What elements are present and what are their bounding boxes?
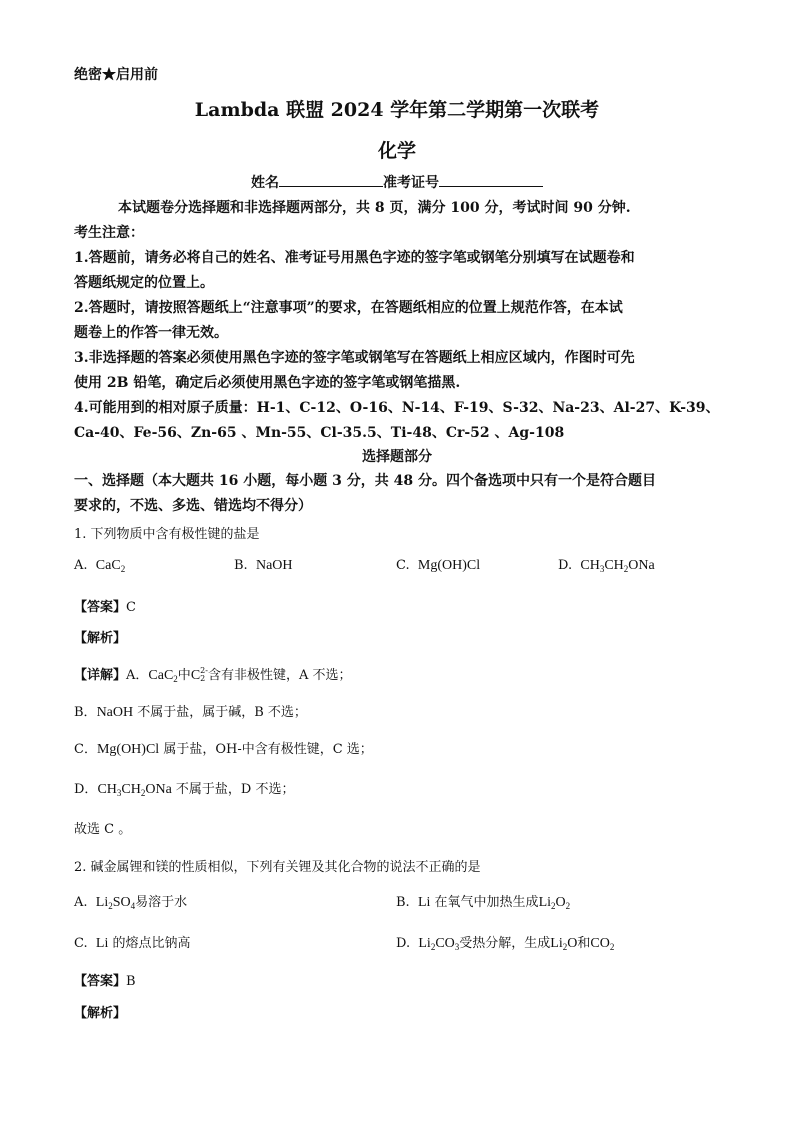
name-label: 姓名 [251,175,279,191]
name-id-row [0,172,794,192]
notice-line: 答题纸规定的位置上。 [74,275,214,291]
notice-heading: 考生注意： [74,225,144,241]
notice-line: 4.可能用到的相对原子质量：H-1、C-12、O-16、N-14、F-19、S-32、Na-23、Al-27、K-39、 [74,400,720,416]
section-title: 选择题部分 [362,449,432,465]
subject-title: 化学 [377,140,416,162]
notice-line: 题卷上的作答一律无效。 [74,325,228,341]
q2-answer: 【答案】B [74,974,136,989]
q1-detail-d: D．$CH_3CH_2ONa$ 不属于盐，D 不选； [74,782,295,798]
notice-line: 3.非选择题的答案必须使用黑色字迹的签字笔或钢笔写在答题纸上相应区域内，作图时可先 [74,350,635,366]
q2-option-a: A. $Li_2SO_4$易溶于水 [74,895,188,911]
id-blank [439,173,543,187]
q1-detail-c: C．Mg(OH)Cl 属于盐，OH-中含有极性键，C 选； [74,742,373,757]
notice-line: Ca-40、Fe-56、Zn-65 、Mn-55、Cl-35.5、Ti-48、Cr-52 、Ag-108 [74,425,565,441]
notice-line: 1.答题前，请务必将自己的姓名、准考证号用黑色字迹的签字笔或钢笔分别填写在试题卷和 [74,250,635,266]
name-blank [279,173,383,187]
intro-text: 本试题卷分选择题和非选择题两部分，共 8 页，满分 100 分，考试时间 90 分钟. [118,200,631,216]
q1-answer: 【答案】C [74,600,136,615]
exam-title: Lambda 联盟 2024 学年第二学期第一次联考 [194,99,600,121]
q1-stem: 1. 下列物质中含有极性键的盐是 [74,527,260,542]
q1-option-d: D. $CH_3CH_2ONa$ [558,558,655,574]
q1-option-a: A. CaC$_2$ [74,558,126,574]
q1-option-b: B. NaOH [234,558,293,573]
q2-stem: 2. 碱金属锂和镁的性质相似，下列有关锂及其化合物的说法不正确的是 [74,860,481,875]
confidential-mark: 绝密★启用前 [74,67,158,83]
q2-option-d: D. $Li_2CO_3$受热分解，生成$Li_2O$和$CO_2$ [396,936,615,952]
part1-instructions: 一、选择题（本大题共 16 小题，每小题 3 分，共 48 分。四个备选项中只有一个是符合题目 [74,473,656,489]
q1-detail-a: 【详解】A．CaC$_2$中C 2- 2 含有非极性键，A 不选； [74,666,352,684]
part1-instructions: 要求的，不选、多选、错选均不得分） [74,498,312,514]
q1-option-c: C. Mg(OH)Cl [396,558,481,573]
notice-line: 使用 2B 铅笔，确定后必须使用黑色字迹的签字笔或钢笔描黑. [74,375,461,391]
q2-analysis-tag: 【解析】 [74,1006,127,1021]
q2-option-b: B. Li 在氧气中加热生成$Li_2O_2$ [396,895,571,911]
q1-conclusion: 故选 C 。 [74,822,132,837]
q1-analysis-tag: 【解析】 [74,631,127,646]
notice-line: 2.答题时，请按照答题纸上“注意事项”的要求，在答题纸相应的位置上规范作答，在本试 [74,300,623,316]
id-label: 准考证号 [383,175,439,191]
q1-detail-b: B．NaOH 不属于盐，属于碱，B 不选； [74,705,307,720]
q2-option-c: C. Li 的熔点比钠高 [74,936,191,951]
